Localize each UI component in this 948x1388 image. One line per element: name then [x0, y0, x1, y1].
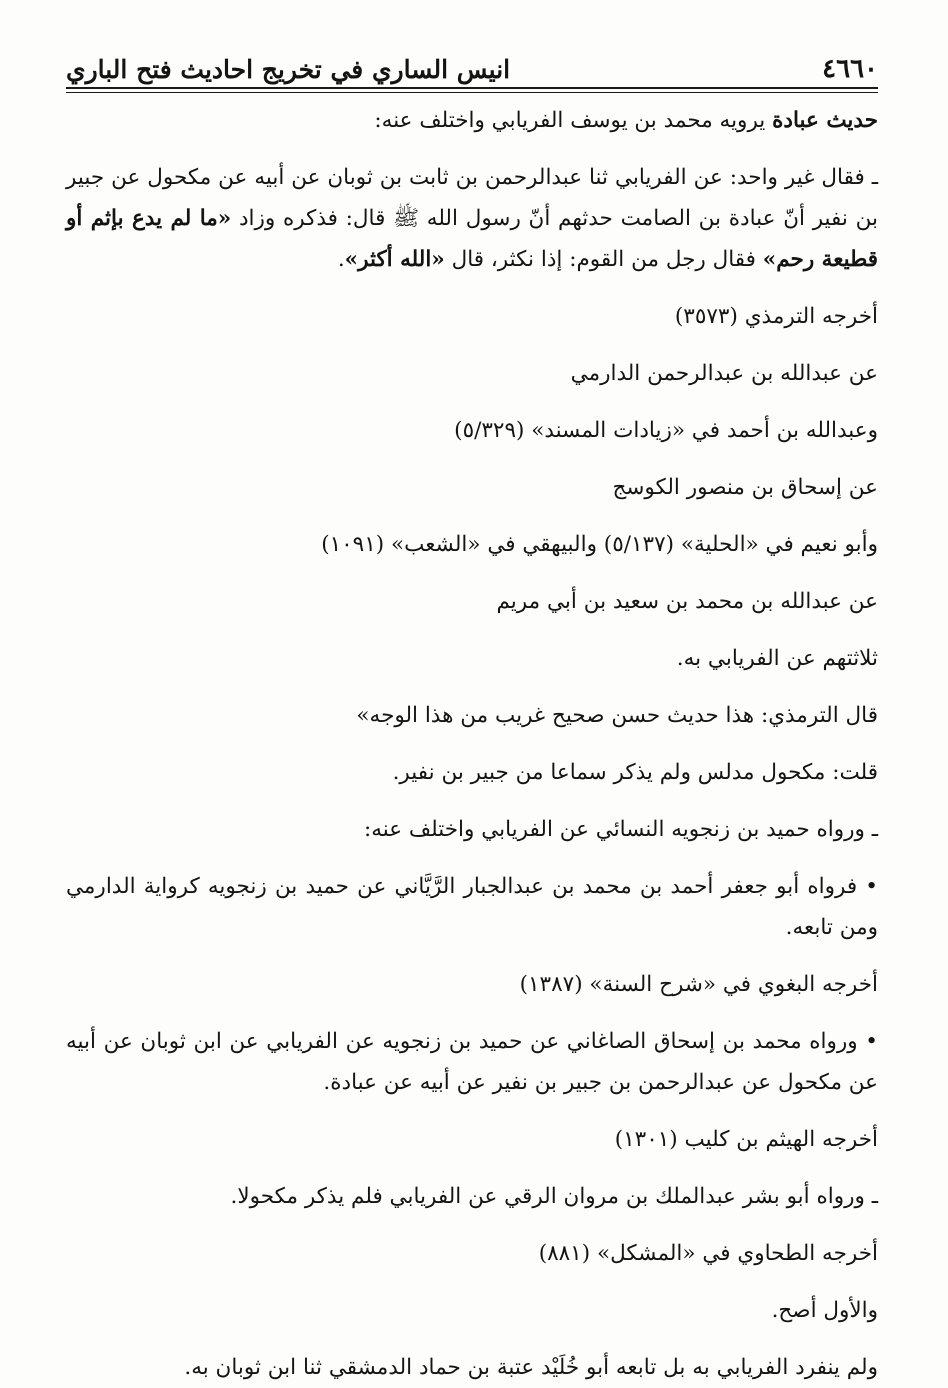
paragraph: ثلاثتهم عن الفريابي به. [676, 646, 878, 671]
hadith-quote: «ما لم يدع بإثم أو قطيعة رحم» [66, 206, 878, 272]
hadith-quote: «الله أكثر» [344, 247, 445, 272]
paragraph: وأبو نعيم في «الحلية» (٥/١٣٧) والبيهقي في «الشعب» (١٠٩١) [321, 532, 878, 557]
header-rule-thin [66, 92, 878, 93]
paragraph: أخرجه الطحاوي في «المشكل» (٨٨١) [538, 1241, 878, 1266]
paragraph: ـ فقال غير واحد: عن الفريابي ثنا عبدالرحمن بن ثابت بن ثوبان عن أبيه عن مكحول عن جبير بن نفير أنّ عبادة بن الصامت حدثهم أنّ رسول الله ﷺ قال: فذكره وزاد «ما لم يدع بإثم أو قطيعة رحم» فقال رجل من القوم: إذا نكثر، قال «الله أكثر». [66, 165, 878, 272]
paragraph: ـ ورواه حميد بن زنجويه النسائي عن الفريابي واختلف عنه: [363, 817, 878, 842]
paragraph: أخرجه الترمذي (٣٥٧٣) [674, 304, 878, 329]
running-title: انيس الساري في تخريج احاديث فتح الباري [66, 55, 511, 84]
paragraph: ـ ورواه أبو بشر عبدالملك بن مروان الرقي عن الفريابي فلم يذكر مكحولا. [230, 1184, 878, 1209]
paragraph: أخرجه البغوي في «شرح السنة» (١٣٨٧) [519, 972, 878, 997]
paragraph: قال الترمذي: هذا حديث حسن صحيح غريب من هذا الوجه» [356, 703, 878, 728]
paragraph: والأول أصح. [771, 1298, 878, 1323]
page-header [66, 36, 878, 84]
paragraph: حديث عبادة يرويه محمد بن يوسف الفريابي واختلف عنه: [374, 108, 878, 133]
page-body [66, 100, 878, 1388]
paragraph: أخرجه الهيثم بن كليب (١٣٠١) [614, 1127, 878, 1152]
hadith-title: حديث عبادة [772, 108, 878, 133]
header-rule [66, 87, 878, 89]
paragraph: قلت: مكحول مدلس ولم يذكر سماعا من جبير بن نفير. [392, 760, 878, 785]
paragraph: وعبدالله بن أحمد في «زيادات المسند» (٥/٣٢٩) [454, 418, 878, 443]
page-number: ٤٦٦٠ [822, 54, 878, 84]
paragraph: • فرواه أبو جعفر أحمد بن محمد بن عبدالجبار الرَّيَّاني عن حميد بن زنجويه كرواية الدارمي ومن تابعه. [66, 874, 878, 940]
paragraph: ولم ينفرد الفريابي به بل تابعه أبو خُلَيْد عتبة بن حماد الدمشقي ثنا ابن ثوبان به. [184, 1355, 878, 1380]
paragraph: عن عبدالله بن عبدالرحمن الدارمي [570, 361, 878, 386]
paragraph: عن إسحاق بن منصور الكوسج [612, 475, 878, 500]
paragraph: • ورواه محمد بن إسحاق الصاغاني عن حميد بن زنجويه عن الفريابي عن ابن ثوبان عن أبيه عن مكحول عن عبدالرحمن بن جبير بن نفير عن أبيه عن عبادة. [66, 1029, 878, 1095]
paragraph: عن عبدالله بن محمد بن سعيد بن أبي مريم [496, 589, 878, 614]
